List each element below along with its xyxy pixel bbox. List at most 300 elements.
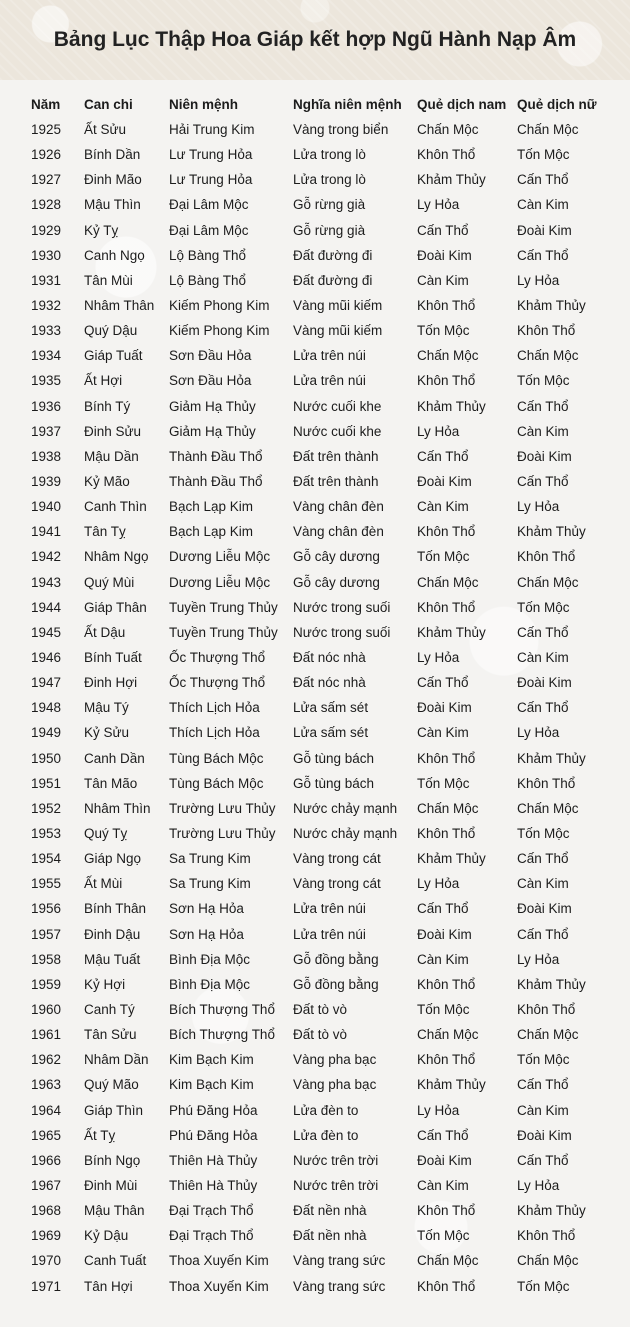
table-body	[0, 117, 630, 1299]
cell-que-dich-nam: Càn Kim	[417, 272, 469, 288]
cell-nghia-nien-menh: Đất nền nhà	[293, 1228, 367, 1244]
cell-can-chi: Tân Mão	[84, 775, 138, 791]
cell-year: 1958	[31, 951, 62, 967]
cell-nien-menh: Sa Trung Kim	[169, 876, 251, 892]
lunar-year-table	[0, 92, 630, 1299]
cell-que-dich-nu: Cấn Thổ	[517, 172, 569, 188]
cell-can-chi: Đinh Hợi	[84, 675, 138, 691]
cell-que-dich-nu: Càn Kim	[517, 197, 569, 213]
cell-que-dich-nu: Chấn Mộc	[517, 574, 579, 590]
cell-nien-menh: Lư Trung Hỏa	[169, 172, 253, 188]
cell-nghia-nien-menh: Nước trên trời	[293, 1177, 379, 1193]
cell-nien-menh: Tùng Bách Mộc	[169, 750, 264, 766]
cell-que-dich-nu: Khảm Thủy	[517, 1203, 586, 1219]
cell-que-dich-nu: Ly Hỏa	[517, 951, 560, 967]
table-row	[0, 746, 630, 771]
cell-nien-menh: Tuyền Trung Thủy	[169, 599, 278, 615]
table-container	[0, 80, 630, 1327]
cell-nghia-nien-menh: Lửa trên núi	[293, 348, 366, 364]
cell-can-chi: Giáp Thìn	[84, 1102, 144, 1118]
cell-can-chi: Ất Mùi	[84, 876, 123, 892]
cell-can-chi: Đinh Dậu	[84, 926, 141, 942]
cell-nien-menh: Thích Lịch Hỏa	[169, 725, 260, 741]
cell-can-chi: Kỷ Sửu	[84, 725, 130, 741]
table-row	[0, 997, 630, 1022]
cell-year: 1929	[31, 222, 62, 238]
cell-que-dich-nam: Khôn Thổ	[417, 298, 476, 314]
table-row	[0, 1198, 630, 1223]
cell-nien-menh: Kiếm Phong Kim	[169, 323, 270, 339]
cell-can-chi: Canh Tý	[84, 1001, 135, 1017]
cell-can-chi: Quý Tỵ	[84, 826, 128, 841]
table-row	[0, 519, 630, 544]
cell-year: 1927	[31, 172, 62, 188]
cell-nghia-nien-menh: Lửa trong lò	[293, 172, 366, 188]
cell-year: 1954	[31, 851, 62, 867]
table-row	[0, 670, 630, 695]
table-row	[0, 167, 630, 192]
cell-nien-menh: Lư Trung Hỏa	[169, 147, 253, 163]
cell-nghia-nien-menh: Lửa sấm sét	[293, 725, 369, 741]
cell-que-dich-nam: Khôn Thổ	[417, 599, 476, 615]
table-row	[0, 570, 630, 595]
cell-que-dich-nu: Ly Hỏa	[517, 1177, 560, 1193]
cell-que-dich-nu: Đoài Kim	[517, 222, 572, 238]
cell-can-chi: Tân Hợi	[84, 1278, 133, 1294]
cell-que-dich-nu: Đoài Kim	[517, 448, 572, 464]
cell-year: 1969	[31, 1228, 62, 1244]
cell-que-dich-nam: Chấn Mộc	[417, 800, 479, 816]
cell-nien-menh: Kim Bạch Kim	[169, 1052, 254, 1068]
table-row	[0, 1047, 630, 1072]
cell-que-dich-nu: Tốn Mộc	[517, 599, 570, 615]
cell-que-dich-nam: Ly Hỏa	[417, 197, 460, 213]
cell-que-dich-nu: Cấn Thổ	[517, 1077, 569, 1093]
cell-nghia-nien-menh: Gỗ cây dương	[293, 574, 380, 590]
cell-que-dich-nu: Khôn Thổ	[517, 775, 576, 791]
cell-can-chi: Tân Tỵ	[84, 524, 126, 540]
cell-year: 1941	[31, 524, 62, 540]
cell-year: 1933	[31, 323, 62, 339]
table-row	[0, 243, 630, 268]
cell-year: 1971	[31, 1278, 62, 1294]
cell-que-dich-nam: Tốn Mộc	[417, 549, 470, 565]
table-row	[0, 947, 630, 972]
cell-que-dich-nu: Tốn Mộc	[517, 1278, 570, 1294]
cell-que-dich-nu: Cấn Thổ	[517, 474, 569, 490]
cell-nien-menh: Sa Trung Kim	[169, 851, 251, 867]
cell-nien-menh: Giảm Hạ Thủy	[169, 398, 256, 414]
cell-year: 1925	[31, 122, 62, 138]
cell-year: 1956	[31, 901, 62, 917]
cell-que-dich-nu: Cấn Thổ	[517, 247, 569, 263]
cell-year: 1955	[31, 876, 62, 892]
table-row	[0, 1148, 630, 1173]
cell-que-dich-nam: Ly Hỏa	[417, 1102, 460, 1118]
cell-nghia-nien-menh: Đất tò vò	[293, 1027, 348, 1043]
cell-que-dich-nam: Khôn Thổ	[417, 976, 476, 992]
cell-can-chi: Ất Sửu	[84, 122, 127, 138]
cell-que-dich-nam: Càn Kim	[417, 499, 469, 515]
cell-que-dich-nu: Khảm Thủy	[517, 976, 586, 992]
cell-que-dich-nu: Cấn Thổ	[517, 398, 569, 414]
cell-nien-menh: Sơn Hạ Hỏa	[169, 901, 244, 917]
cell-year: 1928	[31, 197, 62, 213]
cell-que-dich-nam: Khôn Thổ	[417, 1278, 476, 1294]
cell-nien-menh: Kim Bạch Kim	[169, 1077, 254, 1093]
cell-can-chi: Mậu Tý	[84, 700, 129, 716]
cell-que-dich-nu: Cấn Thổ	[517, 700, 569, 716]
cell-que-dich-nu: Cấn Thổ	[517, 1152, 569, 1168]
table-row	[0, 142, 630, 167]
cell-nghia-nien-menh: Vàng chân đèn	[293, 524, 384, 540]
cell-nghia-nien-menh: Vàng mũi kiếm	[293, 323, 383, 339]
cell-nien-menh: Thiên Hà Thủy	[169, 1152, 258, 1168]
cell-que-dich-nam: Khôn Thổ	[417, 826, 476, 841]
cell-can-chi: Quý Dậu	[84, 323, 138, 339]
cell-nien-menh: Dương Liễu Mộc	[169, 549, 271, 565]
cell-que-dich-nam: Đoài Kim	[417, 926, 472, 942]
cell-year: 1945	[31, 624, 62, 640]
cell-can-chi: Đinh Mùi	[84, 1177, 138, 1193]
cell-nien-menh: Sơn Đầu Hỏa	[169, 373, 252, 389]
cell-nghia-nien-menh: Đất nền nhà	[293, 1203, 367, 1219]
cell-que-dich-nam: Khảm Thủy	[417, 172, 486, 188]
cell-que-dich-nam: Cấn Thổ	[417, 1127, 469, 1143]
cell-que-dich-nam: Khôn Thổ	[417, 147, 476, 163]
cell-nghia-nien-menh: Vàng trang sức	[293, 1278, 386, 1294]
cell-que-dich-nu: Đoài Kim	[517, 1127, 572, 1143]
header-year: Năm	[31, 97, 61, 112]
cell-que-dich-nam: Đoài Kim	[417, 1152, 472, 1168]
cell-nien-menh: Đại Trạch Thổ	[169, 1228, 254, 1244]
cell-que-dich-nam: Tốn Mộc	[417, 1228, 470, 1244]
cell-can-chi: Đinh Sửu	[84, 423, 142, 439]
cell-can-chi: Mậu Dần	[84, 448, 139, 464]
cell-can-chi: Ất Dậu	[84, 624, 126, 640]
cell-nghia-nien-menh: Gỗ tùng bách	[293, 750, 375, 766]
cell-nien-menh: Thích Lịch Hỏa	[169, 700, 260, 716]
cell-nien-menh: Bình Địa Mộc	[169, 951, 251, 967]
cell-can-chi: Bính Ngọ	[84, 1152, 141, 1168]
cell-nghia-nien-menh: Nước trên trời	[293, 1152, 379, 1168]
cell-nghia-nien-menh: Vàng chân đèn	[293, 499, 384, 515]
cell-que-dich-nam: Tốn Mộc	[417, 775, 470, 791]
cell-year: 1926	[31, 147, 62, 163]
cell-que-dich-nam: Đoài Kim	[417, 247, 472, 263]
cell-que-dich-nu: Chấn Mộc	[517, 122, 579, 138]
cell-nghia-nien-menh: Vàng mũi kiếm	[293, 298, 383, 314]
header-que-dich-nam: Quẻ dịch nam	[417, 97, 507, 112]
table-row	[0, 394, 630, 419]
cell-year: 1932	[31, 298, 62, 314]
cell-nghia-nien-menh: Lửa trong lò	[293, 147, 366, 163]
header-can-chi: Can chi	[84, 97, 133, 112]
cell-year: 1953	[31, 826, 62, 841]
cell-year: 1934	[31, 348, 62, 364]
cell-nien-menh: Phú Đăng Hỏa	[169, 1102, 258, 1118]
cell-que-dich-nam: Khảm Thủy	[417, 1077, 486, 1093]
cell-nghia-nien-menh: Đất nóc nhà	[293, 650, 366, 666]
cell-nien-menh: Kiếm Phong Kim	[169, 298, 270, 314]
cell-nien-menh: Giảm Hạ Thủy	[169, 423, 256, 439]
cell-nghia-nien-menh: Lửa trên núi	[293, 373, 366, 389]
table-row	[0, 469, 630, 494]
cell-nien-menh: Thiên Hà Thủy	[169, 1177, 258, 1193]
table-row	[0, 846, 630, 871]
cell-que-dich-nu: Đoài Kim	[517, 675, 572, 691]
cell-can-chi: Giáp Tuất	[84, 348, 143, 364]
cell-can-chi: Tân Sửu	[84, 1027, 137, 1043]
cell-que-dich-nam: Khôn Thổ	[417, 373, 476, 389]
cell-nien-menh: Ốc Thượng Thổ	[169, 675, 266, 691]
table-row	[0, 695, 630, 720]
cell-que-dich-nam: Cấn Thổ	[417, 901, 469, 917]
cell-can-chi: Quý Mão	[84, 1077, 139, 1093]
cell-nien-menh: Phú Đăng Hỏa	[169, 1127, 258, 1143]
cell-nghia-nien-menh: Lửa trên núi	[293, 901, 366, 917]
cell-year: 1940	[31, 499, 62, 515]
cell-que-dich-nam: Khảm Thủy	[417, 624, 486, 640]
cell-can-chi: Kỷ Tỵ	[84, 222, 119, 238]
cell-que-dich-nu: Ly Hỏa	[517, 272, 560, 288]
cell-year: 1967	[31, 1177, 62, 1193]
cell-can-chi: Bính Thân	[84, 901, 147, 917]
title-banner	[0, 0, 630, 80]
table-row	[0, 368, 630, 393]
header-nien-menh: Niên mệnh	[169, 97, 239, 112]
cell-que-dich-nu: Khảm Thủy	[517, 298, 586, 314]
table-header	[0, 92, 630, 117]
cell-que-dich-nam: Tốn Mộc	[417, 1001, 470, 1017]
cell-year: 1942	[31, 549, 62, 565]
cell-year: 1949	[31, 725, 62, 741]
cell-nghia-nien-menh: Gỗ rừng già	[293, 197, 366, 213]
table-row	[0, 1022, 630, 1047]
cell-year: 1965	[31, 1127, 62, 1143]
cell-nien-menh: Tùng Bách Mộc	[169, 775, 264, 791]
cell-can-chi: Nhâm Thân	[84, 298, 155, 314]
cell-year: 1966	[31, 1152, 62, 1168]
cell-nghia-nien-menh: Vàng trong cát	[293, 876, 381, 892]
table-row	[0, 645, 630, 670]
cell-que-dich-nu: Cấn Thổ	[517, 851, 569, 867]
cell-nghia-nien-menh: Đất trên thành	[293, 448, 379, 464]
cell-can-chi: Canh Tuất	[84, 1253, 147, 1269]
cell-nghia-nien-menh: Vàng trong cát	[293, 851, 381, 867]
header-row	[0, 92, 630, 117]
cell-que-dich-nu: Ly Hỏa	[517, 725, 560, 741]
table-row	[0, 871, 630, 896]
cell-nghia-nien-menh: Vàng pha bạc	[293, 1052, 377, 1068]
cell-year: 1946	[31, 650, 62, 666]
cell-nghia-nien-menh: Lửa sấm sét	[293, 700, 369, 716]
cell-nghia-nien-menh: Nước trong suối	[293, 624, 391, 640]
cell-can-chi: Mậu Tuất	[84, 951, 141, 967]
cell-que-dich-nu: Tốn Mộc	[517, 147, 570, 163]
cell-que-dich-nam: Cấn Thổ	[417, 222, 469, 238]
cell-que-dich-nu: Càn Kim	[517, 876, 569, 892]
cell-que-dich-nu: Ly Hỏa	[517, 499, 560, 515]
cell-que-dich-nam: Khảm Thủy	[417, 851, 486, 867]
cell-can-chi: Nhâm Thìn	[84, 800, 151, 816]
cell-nghia-nien-menh: Lửa đèn to	[293, 1127, 359, 1143]
cell-nien-menh: Dương Liễu Mộc	[169, 574, 271, 590]
cell-year: 1959	[31, 976, 62, 992]
cell-year: 1931	[31, 272, 62, 288]
cell-year: 1960	[31, 1001, 62, 1017]
cell-nien-menh: Trường Lưu Thủy	[169, 826, 276, 841]
cell-nien-menh: Thành Đầu Thổ	[169, 474, 263, 490]
cell-que-dich-nu: Cấn Thổ	[517, 926, 569, 942]
cell-nghia-nien-menh: Nước chảy mạnh	[293, 826, 398, 841]
cell-can-chi: Tân Mùi	[84, 272, 133, 288]
cell-nien-menh: Thoa Xuyến Kim	[169, 1278, 269, 1294]
cell-que-dich-nam: Ly Hỏa	[417, 423, 460, 439]
cell-can-chi: Bính Tuất	[84, 650, 142, 666]
cell-can-chi: Bính Dần	[84, 147, 141, 163]
table-row	[0, 595, 630, 620]
cell-nien-menh: Sơn Đầu Hỏa	[169, 348, 252, 364]
cell-que-dich-nam: Chấn Mộc	[417, 348, 479, 364]
table-row	[0, 922, 630, 947]
cell-can-chi: Canh Ngọ	[84, 247, 145, 263]
cell-que-dich-nam: Khôn Thổ	[417, 524, 476, 540]
table-row	[0, 1097, 630, 1122]
cell-que-dich-nam: Chấn Mộc	[417, 1027, 479, 1043]
table-row	[0, 1123, 630, 1148]
cell-que-dich-nu: Khôn Thổ	[517, 323, 576, 339]
cell-year: 1938	[31, 448, 62, 464]
table-row	[0, 117, 630, 142]
header-que-dich-nu: Quẻ dịch nữ	[517, 97, 597, 112]
cell-que-dich-nu: Càn Kim	[517, 1102, 569, 1118]
cell-year: 1952	[31, 800, 62, 816]
cell-nien-menh: Trường Lưu Thủy	[169, 800, 276, 816]
cell-que-dich-nam: Càn Kim	[417, 725, 469, 741]
cell-que-dich-nam: Ly Hỏa	[417, 876, 460, 892]
table-row	[0, 293, 630, 318]
cell-que-dich-nam: Khảm Thủy	[417, 398, 486, 414]
cell-can-chi: Giáp Ngọ	[84, 851, 142, 867]
cell-can-chi: Giáp Thân	[84, 599, 147, 615]
cell-que-dich-nu: Tốn Mộc	[517, 1052, 570, 1068]
cell-que-dich-nu: Chấn Mộc	[517, 1253, 579, 1269]
cell-que-dich-nam: Khôn Thổ	[417, 750, 476, 766]
cell-nghia-nien-menh: Đất nóc nhà	[293, 675, 366, 691]
table-row	[0, 192, 630, 217]
cell-nien-menh: Thành Đầu Thổ	[169, 448, 263, 464]
cell-nien-menh: Tuyền Trung Thủy	[169, 624, 278, 640]
cell-year: 1968	[31, 1203, 62, 1219]
table-row	[0, 1223, 630, 1248]
table-row	[0, 821, 630, 846]
cell-year: 1963	[31, 1077, 62, 1093]
cell-que-dich-nu: Khôn Thổ	[517, 1228, 576, 1244]
cell-nghia-nien-menh: Lửa đèn to	[293, 1102, 359, 1118]
cell-year: 1943	[31, 574, 62, 590]
cell-nghia-nien-menh: Đất đường đi	[293, 247, 373, 263]
table-row	[0, 720, 630, 745]
table-row	[0, 620, 630, 645]
cell-que-dich-nam: Chấn Mộc	[417, 122, 479, 138]
cell-nghia-nien-menh: Gỗ cây dương	[293, 549, 380, 565]
table-row	[0, 343, 630, 368]
cell-year: 1936	[31, 398, 62, 414]
cell-nien-menh: Lộ Bàng Thổ	[169, 272, 247, 288]
table-row	[0, 544, 630, 569]
cell-can-chi: Bính Tý	[84, 398, 131, 414]
table-row	[0, 218, 630, 243]
cell-que-dich-nam: Càn Kim	[417, 1177, 469, 1193]
cell-que-dich-nam: Chấn Mộc	[417, 1253, 479, 1269]
table-row	[0, 1173, 630, 1198]
cell-que-dich-nu: Chấn Mộc	[517, 348, 579, 364]
cell-year: 1947	[31, 675, 62, 691]
cell-que-dich-nu: Tốn Mộc	[517, 373, 570, 389]
cell-que-dich-nam: Chấn Mộc	[417, 574, 479, 590]
cell-nien-menh: Bích Thượng Thổ	[169, 1001, 275, 1017]
cell-year: 1937	[31, 423, 62, 439]
table-row	[0, 1072, 630, 1097]
cell-year: 1930	[31, 247, 62, 263]
cell-nien-menh: Đại Lâm Mộc	[169, 222, 249, 238]
cell-can-chi: Nhâm Dần	[84, 1052, 149, 1068]
cell-nien-menh: Ốc Thượng Thổ	[169, 650, 266, 666]
cell-nghia-nien-menh: Vàng trang sức	[293, 1253, 386, 1269]
table-row	[0, 318, 630, 343]
cell-can-chi: Ất Hợi	[84, 373, 123, 389]
cell-nghia-nien-menh: Nước trong suối	[293, 599, 391, 615]
cell-que-dich-nam: Cấn Thổ	[417, 675, 469, 691]
cell-nien-menh: Lộ Bàng Thổ	[169, 247, 247, 263]
cell-que-dich-nu: Khảm Thủy	[517, 750, 586, 766]
cell-nien-menh: Sơn Hạ Hỏa	[169, 926, 244, 942]
table-row	[0, 444, 630, 469]
cell-que-dich-nu: Khôn Thổ	[517, 1001, 576, 1017]
cell-que-dich-nam: Tốn Mộc	[417, 323, 470, 339]
cell-can-chi: Nhâm Ngọ	[84, 549, 149, 565]
cell-nghia-nien-menh: Đất đường đi	[293, 272, 373, 288]
cell-que-dich-nam: Cấn Thổ	[417, 448, 469, 464]
cell-que-dich-nu: Khảm Thủy	[517, 524, 586, 540]
cell-que-dich-nam: Đoài Kim	[417, 700, 472, 716]
cell-can-chi: Kỷ Dậu	[84, 1228, 129, 1244]
cell-year: 1948	[31, 700, 62, 716]
cell-can-chi: Mậu Thìn	[84, 197, 141, 213]
cell-nien-menh: Hải Trung Kim	[169, 122, 255, 138]
cell-que-dich-nu: Càn Kim	[517, 423, 569, 439]
cell-nghia-nien-menh: Vàng trong biển	[293, 122, 389, 138]
table-row	[0, 972, 630, 997]
cell-nghia-nien-menh: Nước chảy mạnh	[293, 800, 398, 816]
cell-nien-menh: Bạch Lạp Kim	[169, 499, 254, 515]
cell-year: 1964	[31, 1102, 62, 1118]
cell-que-dich-nam: Khôn Thổ	[417, 1052, 476, 1068]
cell-can-chi: Kỷ Hợi	[84, 976, 126, 992]
cell-que-dich-nu: Tốn Mộc	[517, 826, 570, 841]
cell-nien-menh: Đại Trạch Thổ	[169, 1203, 254, 1219]
cell-que-dich-nam: Ly Hỏa	[417, 650, 460, 666]
cell-can-chi: Quý Mùi	[84, 574, 135, 590]
table-row	[0, 1248, 630, 1273]
cell-nghia-nien-menh: Lửa trên núi	[293, 926, 366, 942]
table-row	[0, 1273, 630, 1298]
table-row	[0, 771, 630, 796]
cell-year: 1951	[31, 775, 62, 791]
table-row	[0, 896, 630, 921]
cell-year: 1962	[31, 1052, 62, 1068]
